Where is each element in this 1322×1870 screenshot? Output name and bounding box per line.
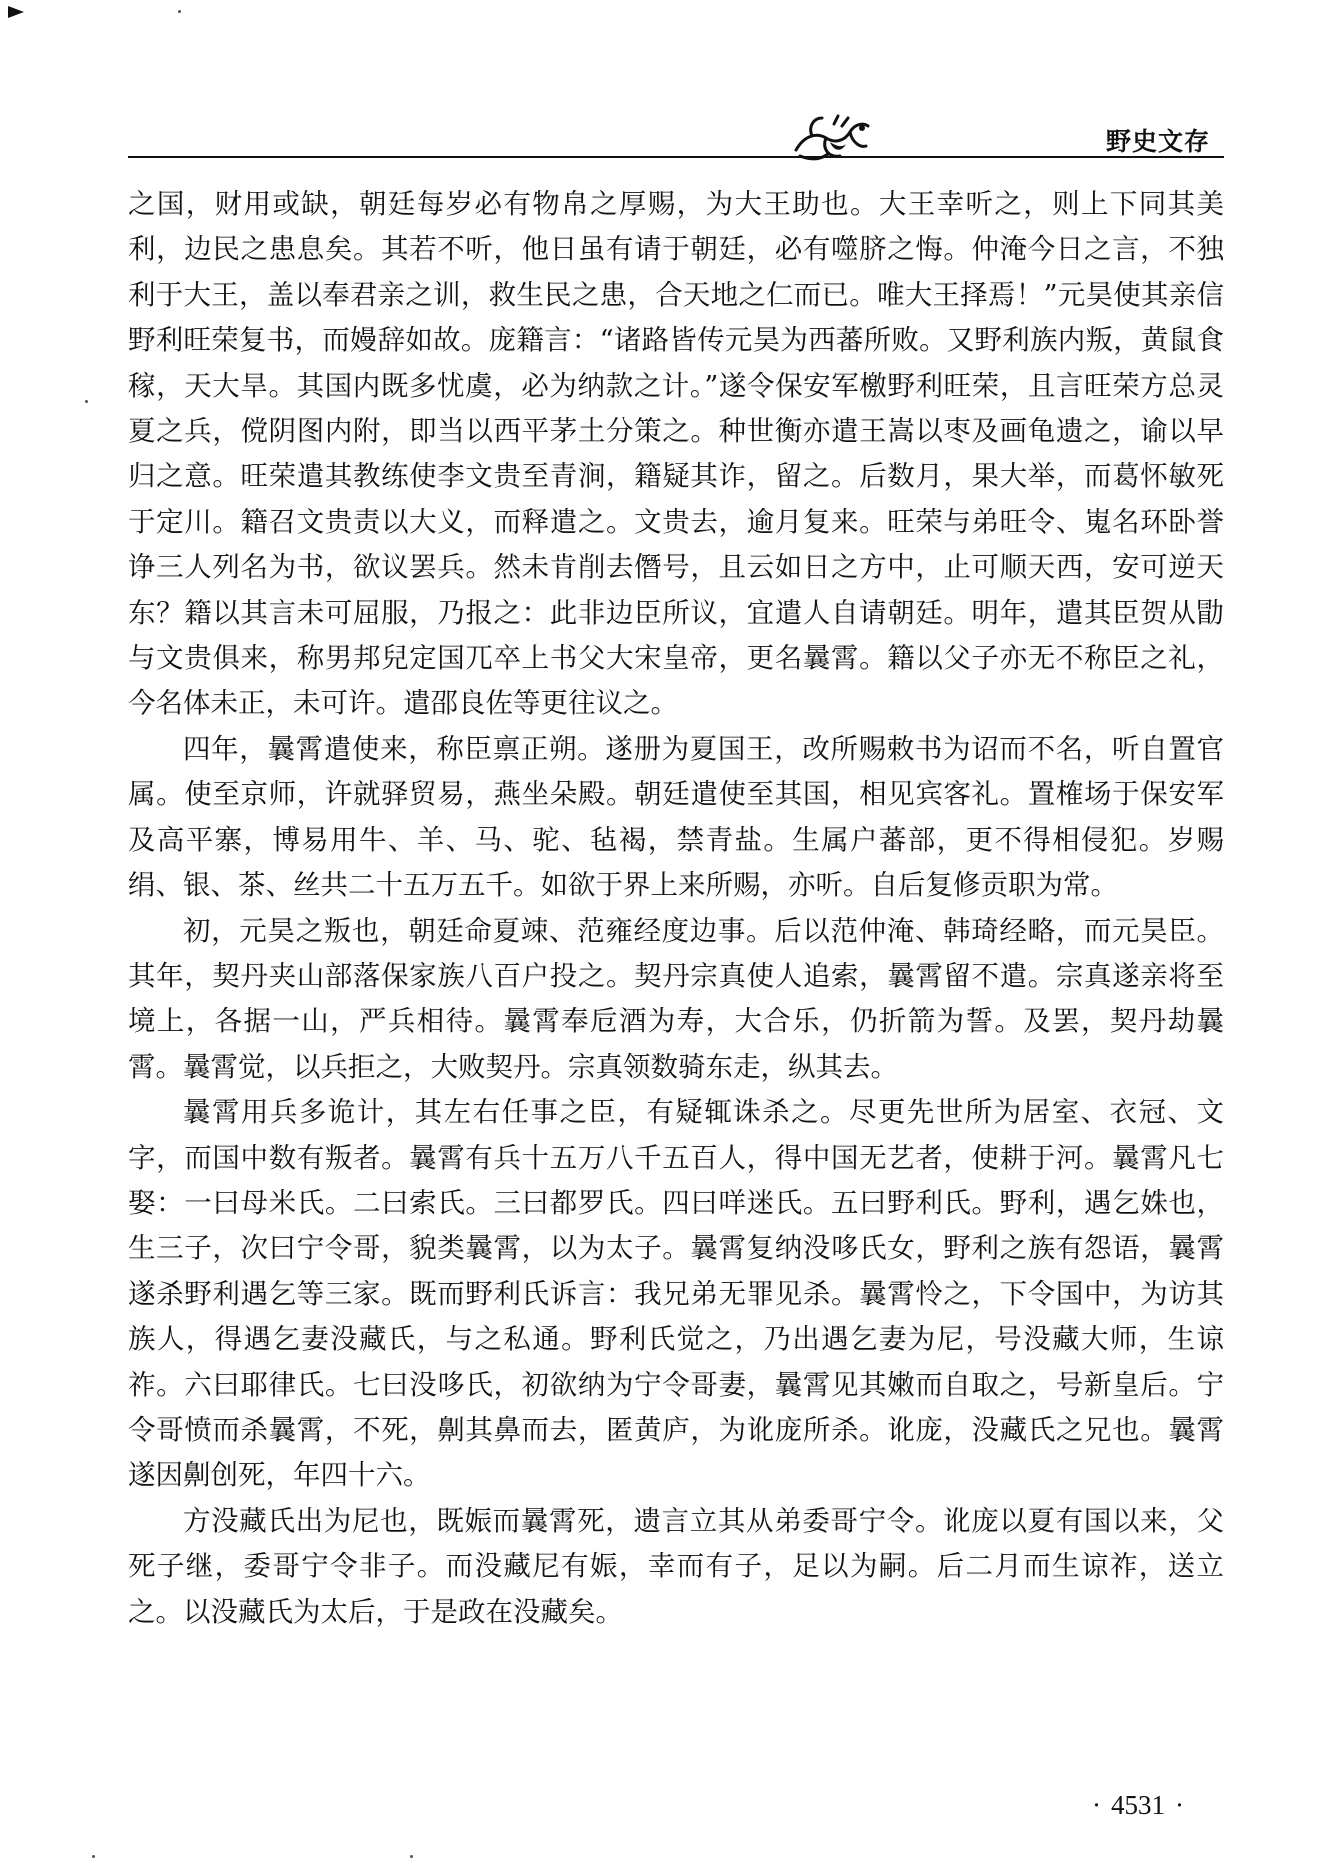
scan-speck [178,10,181,13]
paragraph: 曩霄用兵多诡计，其左右任事之臣，有疑辄诛杀之。尽更先世所为居室、衣冠、文字，而国中数有叛者。曩霄有兵十五万八千五百人，得中国无艺者，使耕于河。曩霄凡七娶：一曰母米氏。二曰索氏。三曰都罗氏。四曰咩迷氏。五曰野利氏。野利，遇乞姝也，生三子，次曰宁令哥，貌类曩霄，以为太子。曩霄复纳没哆氏女，野利之族有怨语，曩霄遂杀野利遇乞等三家。既而野利氏诉言：我兄弟无罪见杀。曩霄怜之，下令国中，为访其族人，得遇乞妻没藏氏，与之私通。野利氏觉之，乃出遇乞妻为尼，号没藏大师，生谅祚。六曰耶律氏。七曰没哆氏，初欲纳为宁令哥妻，曩霄见其嫩而自取之，号新皇后。宁令哥愤而杀曩霄，不死，劓其鼻而去，匿黄庐，为讹庞所杀。讹庞，没藏氏之兄也。曩霄遂因劓创死，年四十六。 [128,1096,1224,1492]
paragraph: 初，元昊之叛也，朝廷命夏竦、范雍经度边事。后以范仲淹、韩琦经略，而元昊臣。其年，契丹夹山部落保家族八百户投之。契丹宗真使人追索，曩霄留不遣。宗真遂亲将至境上，各据一山，严兵相待。曩霄奉卮酒为寿，大合乐，仍折箭为誓。及罢，契丹劫曩霄。曩霄觉，以兵拒之，大败契丹。宗真领数骑东走，纵其去。 [128,914,1224,1083]
paragraph-continuation: 之国，财用或缺，朝廷每岁必有物帛之厚赐，为大王助也。大王幸听之，则上下同其美利，边民之患息矣。其若不听，他日虽有请于朝廷，必有噬脐之悔。仲淹今日之言，不独利于大王，盖以奉君亲之训，救生民之患，合天地之仁而已。唯大王择焉！”元昊使其亲信野利旺荣复书，而嫚辞如故。庞籍言：“诸路皆传元昊为西蕃所败。又野利族内叛，黄鼠食稼，天大旱。其国内既多忧虞，必为纳款之计。”遂令保安军檄野利旺荣，且言旺荣方总灵夏之兵，傥阴图内附，即当以西平茅土分策之。种世衡亦遣王嵩以枣及画龟遗之，谕以早归之意。旺荣遣其教练使李文贵至青涧，籍疑其诈，留之。后数月，果大举，而葛怀敏死于定川。籍召文贵责以大义，而释遣之。文贵去，逾月复来。旺荣与弟旺令、嵬名环卧誉诤三人列名为书，欲议罢兵。然未肯削去僭号，且云如日之方中，止可顺天西，安可逆天东？籍以其言未可屈服，乃报之：此非边臣所议，宜遣人自请朝廷。明年，遣其臣贺从勖与文贵俱来，称男邦兒定国兀卒上书父大宋皇帝，更名曩霄。籍以父子亦无不称臣之礼，今名体未正，未可许。遣邵良佐等更往议之。 [128,188,1224,720]
scan-speck [410,1855,413,1858]
page-number-dot-left: · [1092,1790,1101,1820]
page-number [1082,1790,1194,1821]
running-header-title: 野史文存 [1105,127,1210,156]
paragraph: 四年，曩霄遣使来，称臣禀正朔。遂册为夏国王，改所赐敕书为诏而不名，听自置官属。使至京师，许就驿贸易，燕坐朵殿。朝廷遣使至其国，相见宾客礼。置榷场于保安军及高平寨，博易用牛、羊、马、驼、毡褐，禁青盐。生属户蕃部，更不得相侵犯。岁赐绢、银、茶、丝共二十五万五千。如欲于界上来所赐，亦听。自后复修贡职为常。 [128,732,1224,902]
header-rule [128,156,1224,158]
page-number-value: 4531 [1111,1790,1165,1820]
scan-speck [92,1855,95,1858]
scan-speck [85,400,88,403]
corner-crop-mark [8,6,24,18]
body-text [128,182,1224,1635]
page-number-dot-right: · [1175,1790,1184,1820]
paragraph: 方没藏氏出为尼也，既娠而曩霄死，遗言立其从弟委哥宁令。讹庞以夏有国以来，父死子继，委哥宁令非子。而没藏尼有娠，幸而有子，足以为嗣。后二月而生谅祚，送立之。以没藏氏为太后，于是政在没藏矣。 [128,1504,1224,1628]
